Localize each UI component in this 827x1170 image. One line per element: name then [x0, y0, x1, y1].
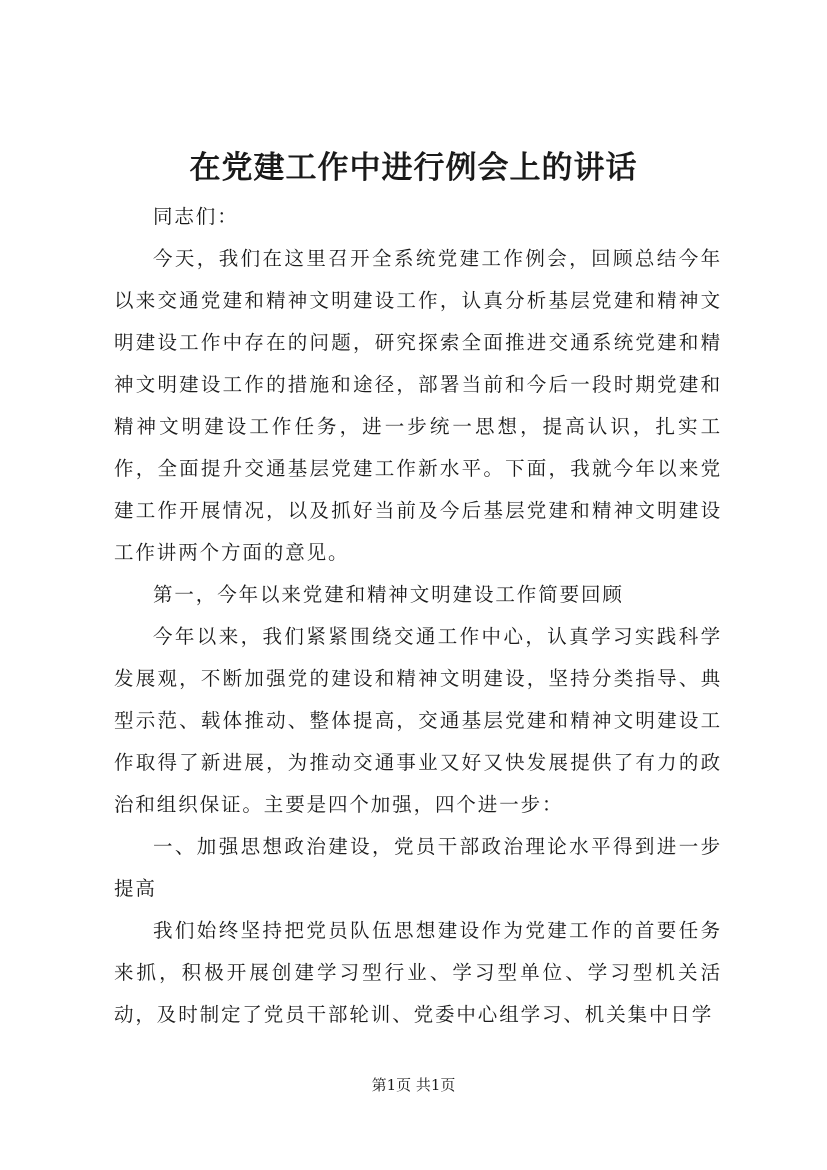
- body-paragraph: 今天，我们在这里召开全系统党建工作例会，回顾总结今年以来交通党建和精神文明建设工作，认真分析基层党建和精神文明建设工作中存在的问题，研究探索全面推进交通系统党建和精神文明建设工作的措施和途径，部署当前和今后一段时期党建和精神文明建设工作任务，进一步统一思想，提高认识，扎实工作，全面提升交通基层党建工作新水平。下面，我就今年以来党建工作开展情况，以及抓好当前及今后基层党建和精神文明建设工作讲两个方面的意见。: [114, 247, 722, 564]
- subsection-heading: 一、加强思想政治建设，党员干部政治理论水平得到进一步提高: [114, 835, 722, 900]
- document-title: 在党建工作中进行例会上的讲话: [189, 150, 638, 186]
- section-heading: 第一，今年以来党建和精神文明建设工作简要回顾: [153, 583, 624, 606]
- salutation-paragraph: 同志们：: [153, 205, 239, 228]
- body-paragraph: 我们始终坚持把党员队伍思想建设作为党建工作的首要任务来抓，积极开展创建学习型行业、学习型单位、学习型机关活动，及时制定了党员干部轮训、党委中心组学习、机关集中日学: [114, 919, 722, 1026]
- body-paragraph: 今年以来，我们紧紧围绕交通工作中心，认真学习实践科学发展观，不断加强党的建设和精神文明建设，坚持分类指导、典型示范、载体推动、整体提高，交通基层党建和精神文明建设工作取得了新进展，为推动交通事业又好又快发展提供了有力的政治和组织保证。主要是四个加强，四个进一步：: [114, 625, 722, 816]
- page-footer: 第1页 共1页: [371, 1076, 456, 1094]
- document-body: [114, 196, 722, 1036]
